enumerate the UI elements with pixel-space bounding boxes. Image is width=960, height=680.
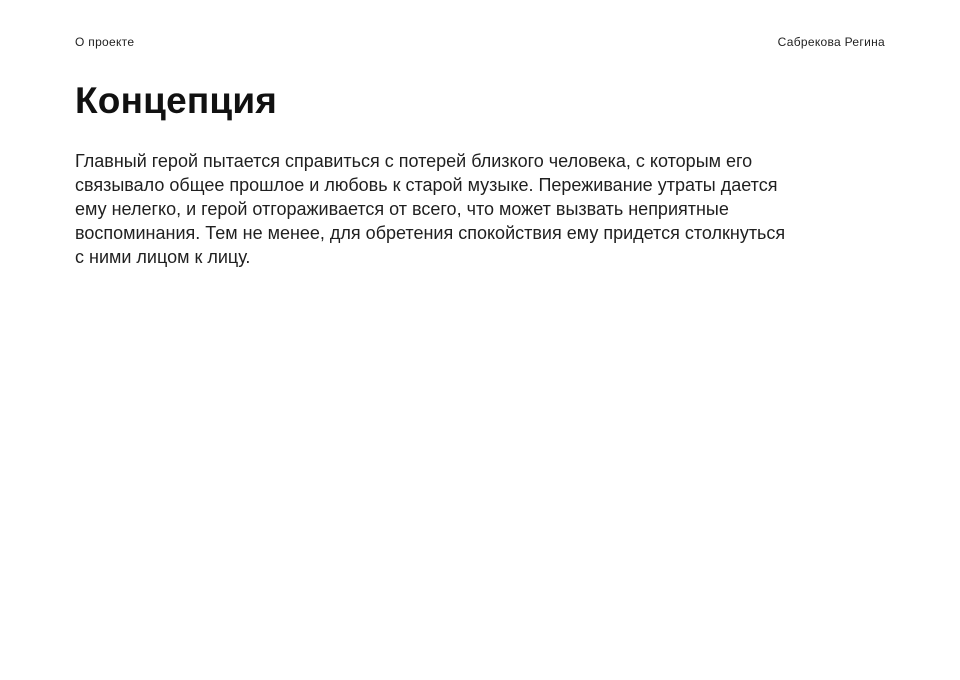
page-title: Концепция <box>75 80 278 121</box>
body-line: с ними лицом к лицу. <box>75 247 251 267</box>
body-line: Главный герой пытается справиться с потерей близкого человека, с которым его <box>75 151 753 171</box>
top-bar <box>75 35 885 49</box>
body-line: связывало общее прошлое и любовь к старой музыке. Переживание утраты дается <box>75 175 778 195</box>
author-name: Сабрекова Регина <box>777 35 885 49</box>
body-line: воспоминания. Тем не менее, для обретения спокойствия ему придется столкнуться <box>75 223 786 243</box>
body-line: ему нелегко, и герой отгораживается от всего, что может вызвать неприятные <box>75 199 729 219</box>
section-label: О проекте <box>75 35 135 49</box>
body-paragraph <box>75 149 895 269</box>
